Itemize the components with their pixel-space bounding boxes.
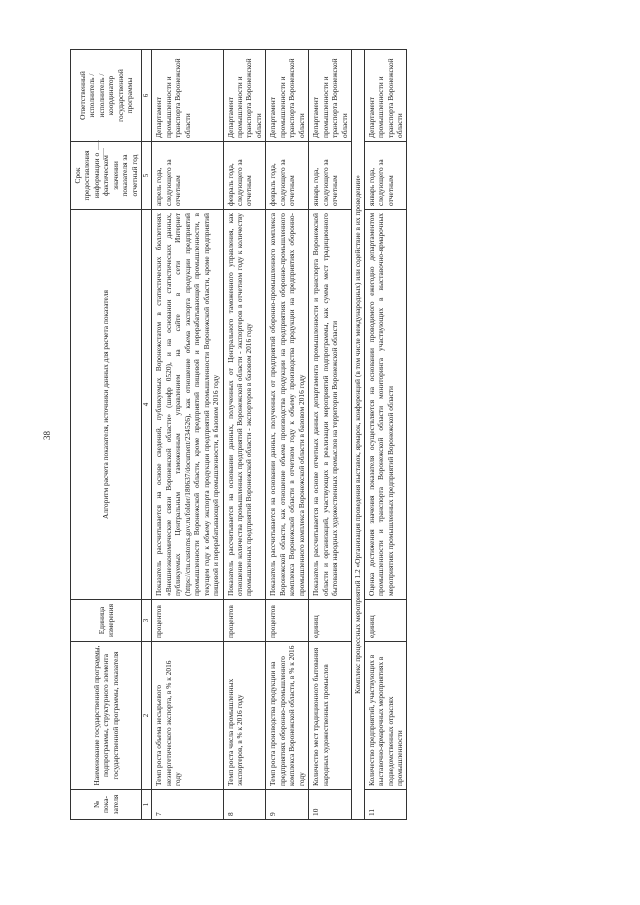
row-algorithm: Оценка достижения значения показателя осуществляется на основании проводимого ежегодно департаментом промышленности и транспорта Воронежской области мониторинга участвующих в выставочно-ярмарочных мероприятиях промышленных предприятий Воронежской области bbox=[364, 210, 407, 600]
page-number: 38 bbox=[42, 431, 52, 440]
header-unit: Единица измерения bbox=[71, 600, 142, 642]
header-responsible: Ответственный исполнитель / исполнитель / координатор государственной программы bbox=[71, 50, 142, 142]
header-name: Наименование государственной программы, подпрограммы, структурного элемента государственной программы, показателя bbox=[71, 642, 142, 790]
row-deadline: январь года, следующего за отчетным bbox=[364, 142, 407, 210]
column-number: 6 bbox=[142, 50, 152, 142]
row-unit: процентов bbox=[223, 600, 266, 642]
row-name: Темп роста числа промышленных экспортеров, в % к 2016 году bbox=[223, 642, 266, 790]
header-algorithm: Алгоритм расчета показателя, источники данных для расчета показателя bbox=[71, 210, 142, 600]
scan-artifact bbox=[103, 148, 104, 160]
row-name: Количество мест традиционного бытования народных художественных промыслов bbox=[309, 642, 352, 790]
row-responsible: Департамент промышленности и транспорта Воронежской области bbox=[266, 50, 309, 142]
row-responsible: Департамент промышленности и транспорта Воронежской области bbox=[152, 50, 223, 142]
row-name: Количество предприятий, участвующих в выставочно-ярмарочных мероприятиях в подведомственных отраслях промышленности bbox=[364, 642, 407, 790]
rotated-page bbox=[42, 50, 550, 820]
row-unit: процентов bbox=[152, 600, 223, 642]
row-deadline: январь года, следующего за отчетным bbox=[309, 142, 352, 210]
header-deadline: Срок предоставления информации о фактическом значении показателя за отчетный год bbox=[71, 142, 142, 210]
row-name: Темп роста объема несырьевого неэнергетического экспорта, в % к 2016 году bbox=[152, 642, 223, 790]
row-num: 11 bbox=[364, 790, 407, 820]
table-row bbox=[152, 50, 223, 820]
scan-artifact bbox=[99, 648, 100, 662]
row-deadline: февраль года, следующего за отчетным bbox=[266, 142, 309, 210]
row-unit: процентов bbox=[266, 600, 309, 642]
table-row bbox=[309, 50, 352, 820]
row-num: 7 bbox=[152, 790, 223, 820]
column-number: 5 bbox=[142, 142, 152, 210]
table-row bbox=[266, 50, 309, 820]
section-row bbox=[352, 50, 364, 820]
row-responsible: Департамент промышленности и транспорта Воронежской области bbox=[364, 50, 407, 142]
scan-artifact bbox=[98, 140, 99, 150]
row-num: 8 bbox=[223, 790, 266, 820]
row-deadline: февраль года, следующего за отчетным bbox=[223, 142, 266, 210]
row-responsible: Департамент промышленности и транспорта Воронежской области bbox=[223, 50, 266, 142]
column-number: 4 bbox=[142, 210, 152, 600]
column-number: 1 bbox=[142, 790, 152, 820]
section-title: Комплекс процессных мероприятий 1.2 «Организация проведения выставок, ярмарок, конференций (в том числе международных) или содействие в их проведении» bbox=[352, 50, 364, 820]
header-row bbox=[71, 50, 142, 820]
column-number: 2 bbox=[142, 642, 152, 790]
row-algorithm: Показатель рассчитывается на основании данных, полученных от Центрального таможенного управления, как отношение количества промышленных предприятий Воронежской области - экспортеров в отчетном году к количеству промышленных предприятий Воронежской области - экспортеров в базовом 2016 году bbox=[223, 210, 266, 600]
column-number: 3 bbox=[142, 600, 152, 642]
row-num: 9 bbox=[266, 790, 309, 820]
row-algorithm: Показатель рассчитывается на основании данных, полученных от предприятий оборонно-промышленного комплекса Воронежской области, как отношение объема производства продукции на предприятиях оборонно-промышленного комплекса Воронежской области в отчетном году к объему производства продукции на предприятиях оборонно-промышленного комплекса Воронежской области в базовом 2016 году bbox=[266, 210, 309, 600]
row-unit: единиц bbox=[364, 600, 407, 642]
header-num: № пока-зателя bbox=[71, 790, 142, 820]
row-responsible: Департамент промышленности и транспорта Воронежской области bbox=[309, 50, 352, 142]
row-num: 10 bbox=[309, 790, 352, 820]
table-row bbox=[364, 50, 407, 820]
row-algorithm: Показатель рассчитывается на основе сведений, публикуемых Воронежстатом в статистических бюллетенях «Внешнеэкономические связи Воронежской области» (шифр 0520), и на основании статистических данных, публикуемых Центральным таможенным управлением на сайте в сети Интернет (https://ctu.customs.gov.ru/folder/180637/document/234526), как отношение объема экспорта продукции предприятий промышленности Воронежской области, кроме предприятий пищевой и перерабатывающей промышленности, в текущем году к объему экспорта продукции предприятий промышленности Воронежской области, кроме предприятий пищевой и перерабатывающей промышленности, в базовом 2016 году bbox=[152, 210, 223, 600]
row-algorithm: Показатель рассчитывается на основе отчетных данных департамента промышленности и транспорта Воронежской области и организаций, участвующих в реализации мероприятий подпрограммы, как сумма мест традиционного бытования народных художественных промыслов на территории Воронежской области bbox=[309, 210, 352, 600]
table-row bbox=[223, 50, 266, 820]
indicators-table bbox=[70, 49, 407, 820]
row-name: Темп роста производства продукции на предприятиях оборонно-промышленного комплекса Воронежской области, в % к 2016 году bbox=[266, 642, 309, 790]
row-unit: единиц bbox=[309, 600, 352, 642]
column-number-row bbox=[142, 50, 152, 820]
row-deadline: апрель года, следующего за отчетным bbox=[152, 142, 223, 210]
